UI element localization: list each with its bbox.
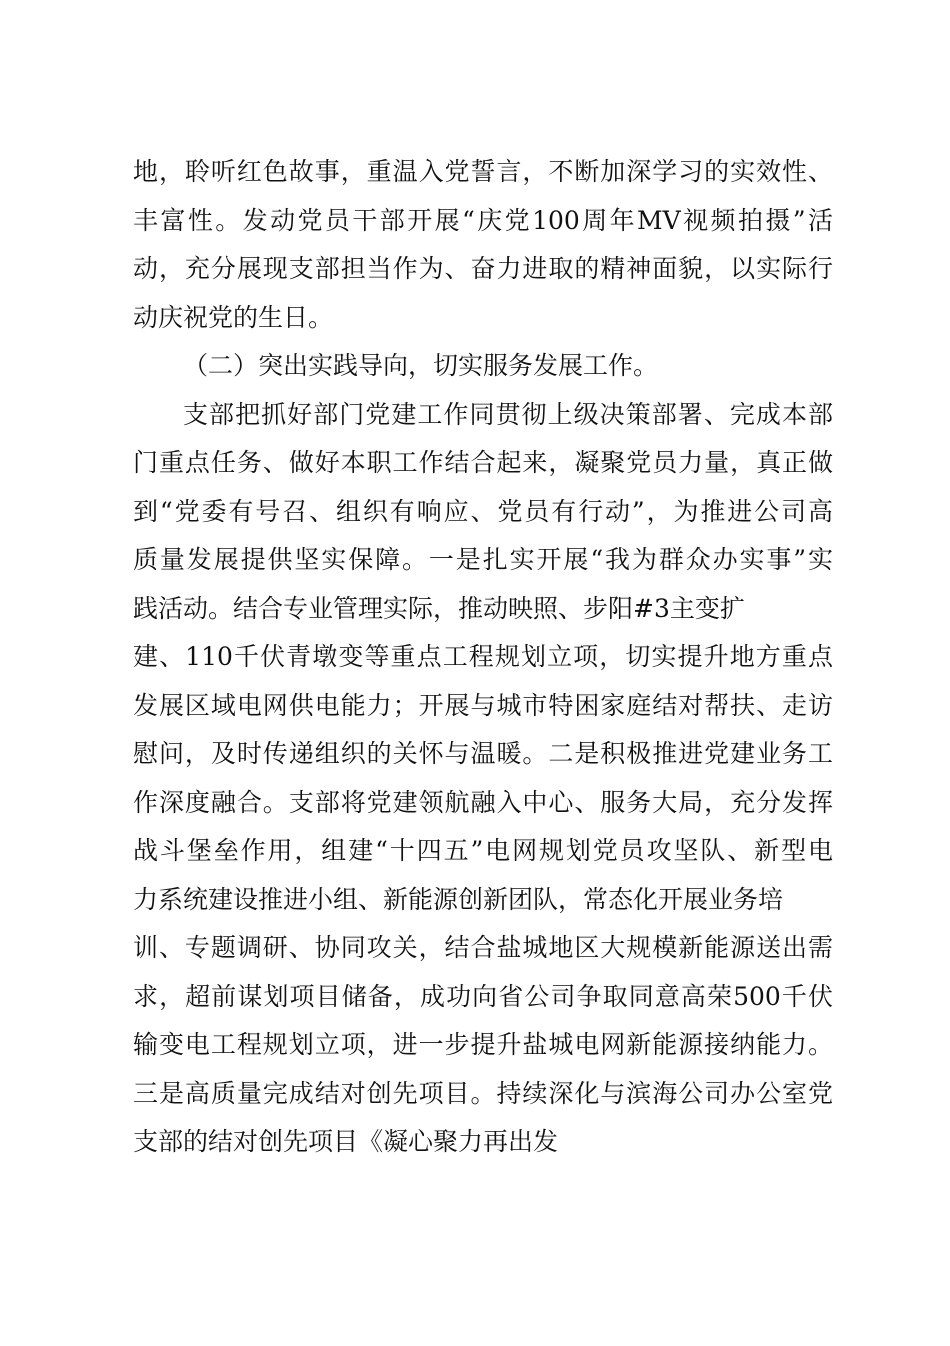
text-line: 作深度融合。支部将党建领航融入中心、服务大局，充分发挥	[133, 787, 833, 817]
body-text	[133, 148, 833, 1167]
text-line: 门重点任务、做好本职工作结合起来，凝聚党员力量，真正做	[133, 448, 833, 477]
text-line: 三是高质量完成结对创先项目。持续深化与滨海公司办公室党	[133, 1078, 833, 1108]
text-line: 输变电工程规划立项，进一步提升盐城电网新能源接纳能力。	[133, 1030, 833, 1059]
text-line: 践活动。结合专业管理实际，推动映照、步阳#3主变扩	[133, 593, 745, 623]
text-line: 支部的结对创先项目《凝心聚力再出发	[133, 1127, 559, 1156]
text-line: 力系统建设推进小组、新能源创新团队，常态化开展业务培	[133, 884, 784, 914]
text-line: 动，充分展现支部担当作为、奋力进取的精神面貌，以实际行	[133, 254, 833, 283]
text-line: 到“党委有号召、组织有响应、党员有行动”，为推进公司高	[133, 496, 833, 526]
text-line: 丰富性。发动党员干部开展“庆党100周年MV视频拍摄”活	[133, 205, 833, 235]
text-line: 慰问，及时传递组织的关怀与温暖。二是积极推进党建业务工	[133, 739, 833, 768]
text-line: 建、110千伏青墩变等重点工程规划立项，切实提升地方重点	[133, 642, 833, 671]
text-line: 支部把抓好部门党建工作同贯彻上级决策部署、完成本部	[183, 399, 833, 429]
text-line: 发展区域电网供电能力；开展与城市特困家庭结对帮扶、走访	[133, 690, 833, 720]
text-line: 质量发展提供坚实保障。一是扎实开展“我为群众办实事”实	[133, 545, 833, 574]
text-line: 地，聆听红色故事，重温入党誓言，不断加深学习的实效性、	[133, 157, 833, 186]
text-line: 动庆祝党的生日。	[133, 302, 334, 332]
text-line: 战斗堡垒作用，组建“十四五”电网规划党员攻坚队、新型电	[133, 836, 833, 865]
text-line: 训、专题调研、协同攻关，结合盐城地区大规模新能源送出需	[133, 933, 833, 962]
text-line: 求，超前谋划项目储备，成功向省公司争取同意高荣500千伏	[133, 981, 833, 1011]
section-heading: （二）突出实践导向，切实服务发展工作。	[183, 351, 659, 380]
